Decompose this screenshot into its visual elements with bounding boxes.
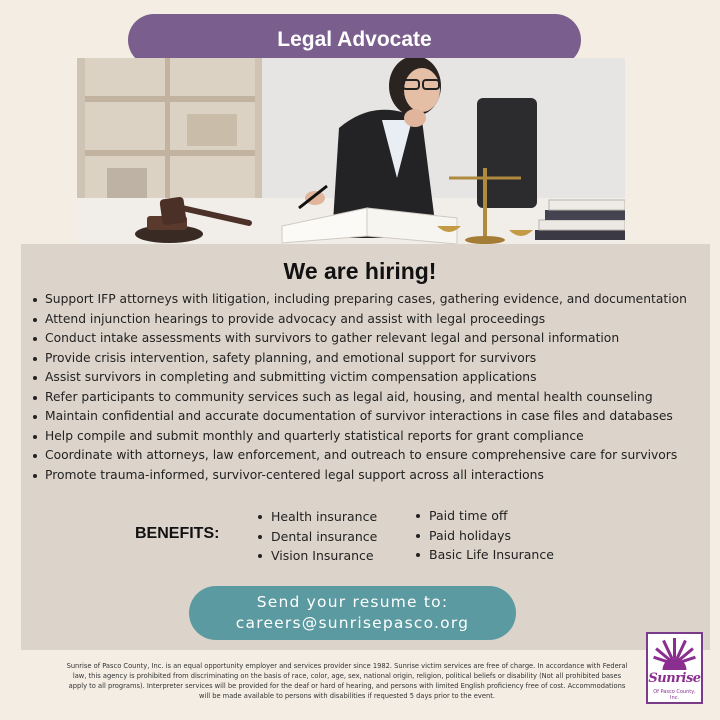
benefits-label: BENEFITS:	[135, 525, 220, 542]
hiring-heading: We are hiring!	[283, 258, 437, 284]
list-item: Maintain confidential and accurate documentation of survivor interactions in case files and databases	[28, 407, 708, 427]
benefit-item: Vision Insurance	[256, 546, 377, 566]
list-item: Help compile and submit monthly and quarterly statistical reports for grant compliance	[28, 427, 708, 447]
benefit-item: Paid time off	[414, 506, 554, 526]
list-item: Promote trauma-informed, survivor-centered legal support across all interactions	[28, 466, 708, 486]
list-item: Refer participants to community services such as legal aid, housing, and mental health counseling	[28, 388, 708, 408]
list-item: Conduct intake assessments with survivors to gather relevant legal and personal information	[28, 329, 708, 349]
benefit-item: Health insurance	[256, 507, 377, 527]
page-title: Legal Advocate	[128, 14, 581, 66]
resume-cta[interactable]	[189, 586, 516, 640]
benefit-item: Paid holidays	[414, 526, 554, 546]
list-item: Attend injunction hearings to provide advocacy and assist with legal proceedings	[28, 310, 708, 330]
duties-list	[28, 290, 708, 485]
list-item: Coordinate with attorneys, law enforcement, and outreach to ensure comprehensive care for survivors	[28, 446, 708, 466]
sunrise-rays-icon	[648, 634, 701, 674]
email-link[interactable]: careers@sunrisepasco.org	[235, 614, 470, 632]
list-item: Provide crisis intervention, safety planning, and emotional support for survivors	[28, 349, 708, 369]
eeo-disclaimer: Sunrise of Pasco County, Inc. is an equal opportunity employer and services provider since 1982. Sunrise victim services are free of charge. In accordance with Federal law, this agency is prohibited from discriminating on the basis of race, color, age, sex, national origin, religion, political beliefs or disability (Not all prohibited bases apply to all programs). Interpreter services will be provided for the deaf or hard of hearing, and persons with limited English proficiency free of cost. Accommodations will be made available to persons with disabilities if requested 5 days prior to the event.	[66, 662, 628, 700]
hero-illustration	[77, 58, 625, 244]
hero-photo	[77, 58, 625, 244]
benefit-item: Dental insurance	[256, 527, 377, 547]
logo-subtitle: Of Pasco County, Inc.	[653, 689, 696, 701]
logo-name: Sunrise	[648, 671, 701, 686]
sunrise-logo	[646, 632, 703, 704]
list-item: Assist survivors in completing and submitting victim compensation applications	[28, 368, 708, 388]
benefit-item: Basic Life Insurance	[414, 545, 554, 565]
benefits-list-right	[414, 506, 554, 565]
benefits-list-left	[256, 507, 377, 566]
list-item: Support IFP attorneys with litigation, including preparing cases, gathering evidence, and documentation	[28, 290, 708, 310]
cta-line: Send your resume to:	[256, 593, 449, 611]
